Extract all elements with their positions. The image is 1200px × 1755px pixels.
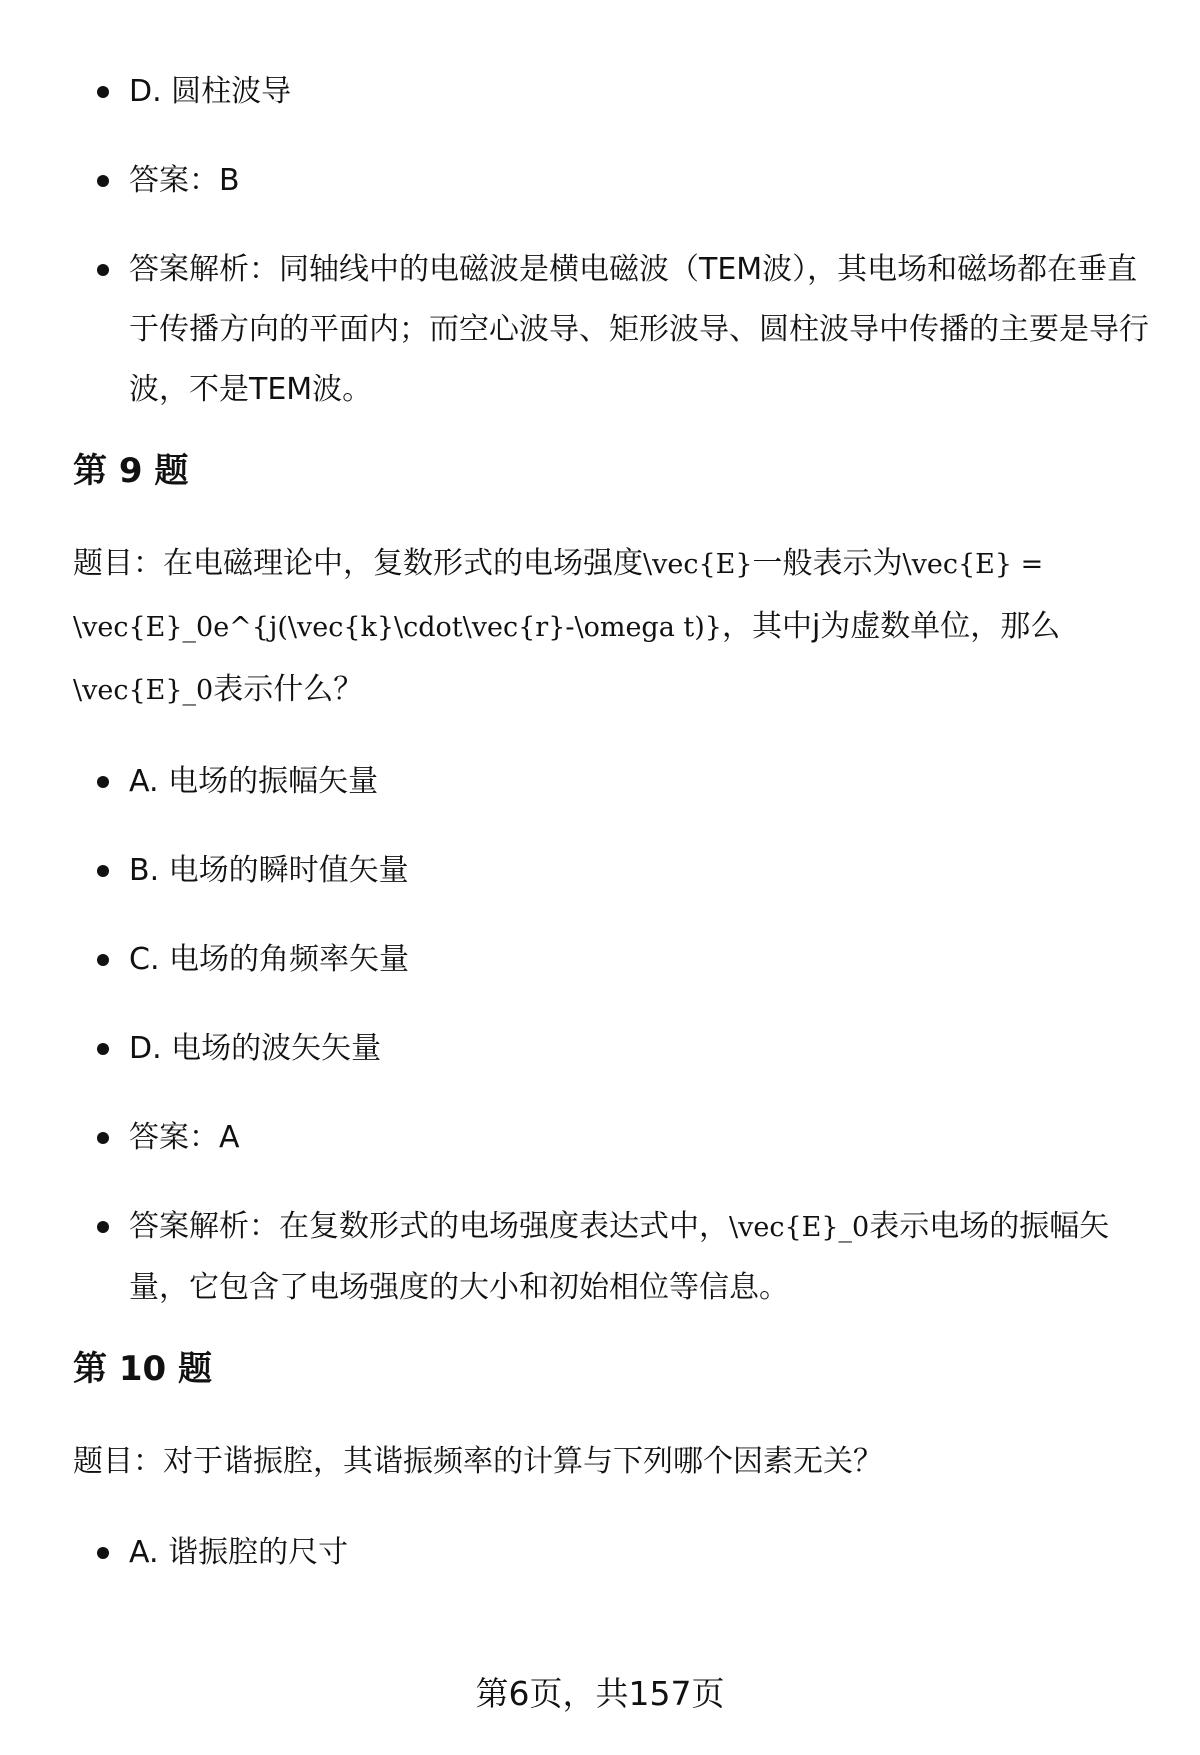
- option-c-text: C. 电场的角频率矢量: [129, 942, 410, 977]
- bullet-icon: [97, 264, 109, 276]
- list-item: [73, 841, 1153, 901]
- bullet-icon: [97, 1221, 109, 1233]
- option-d-text: D. 电场的波矢矢量: [129, 1031, 382, 1066]
- question-prefix: 题目：在电磁理论中，复数形式的电场强度: [73, 546, 643, 581]
- question-mid: 一般表示为: [752, 546, 903, 581]
- latex-snippet: \vec{E}_0: [729, 1212, 870, 1243]
- latex-snippet: \vec{E}: [643, 549, 753, 580]
- bullet-icon: [97, 1132, 109, 1144]
- list-item: [73, 151, 1153, 211]
- page-footer: 第6页，共157页: [475, 1674, 725, 1713]
- latex-snippet: \vec{E}_0: [73, 675, 214, 706]
- list-item: [73, 240, 1153, 420]
- option-d-text: D. 圆柱波导: [129, 74, 292, 109]
- option-b-text: B. 电场的瞬时值矢量: [129, 853, 409, 888]
- list-item: [73, 930, 1153, 990]
- list-item: [73, 752, 1153, 812]
- question-text: 题目：对于谐振腔，其谐振频率的计算与下列哪个因素无关？: [73, 1444, 883, 1479]
- explanation-text: 答案解析：同轴线中的电磁波是横电磁波（TEM波），其电场和磁场都在垂直于传播方向的平面内；而空心波导、矩形波导、圆柱波导中传播的主要是导行波，不是TEM波。: [129, 252, 1149, 407]
- answer-text: 答案：B: [129, 163, 240, 198]
- bullet-icon: [97, 1547, 109, 1559]
- list-item: [73, 1019, 1153, 1079]
- q8-tail-list: [73, 62, 1153, 420]
- explanation-text: [129, 1209, 1109, 1305]
- explanation-suffix: 表示电场的振幅矢量，它包含了电场强度的大小和初始相位等信息。: [129, 1209, 1110, 1305]
- question-heading: 第 9 题: [73, 451, 189, 491]
- list-item: [73, 1523, 1153, 1583]
- bullet-icon: [97, 776, 109, 788]
- bullet-icon: [97, 175, 109, 187]
- list-item: [73, 1108, 1153, 1168]
- document-page: [73, 62, 1153, 1612]
- q10-options-list: [73, 1523, 1153, 1583]
- latex-snippet: \vec{E} = \vec{E}_0e^{j(\vec{k}\cdot\vec{r}-\omega t)}: [73, 549, 1044, 643]
- option-a-text: A. 谐振腔的尺寸: [129, 1535, 349, 1570]
- list-item: [73, 62, 1153, 122]
- question-suffix: 表示什么？: [213, 672, 364, 707]
- bullet-icon: [97, 954, 109, 966]
- question-mid: ，其中j为虚数单位，那么: [721, 609, 1061, 644]
- bullet-icon: [97, 865, 109, 877]
- answer-text: 答案：A: [129, 1120, 240, 1155]
- explanation-prefix: 答案解析：在复数形式的电场强度表达式中，: [129, 1209, 729, 1244]
- list-item: [73, 1197, 1153, 1318]
- q9-options-list: [73, 752, 1153, 1318]
- bullet-icon: [97, 86, 109, 98]
- question-heading: 第 10 题: [73, 1349, 212, 1389]
- option-a-text: A. 电场的振幅矢量: [129, 764, 379, 799]
- question-text: [73, 533, 1153, 722]
- bullet-icon: [97, 1043, 109, 1055]
